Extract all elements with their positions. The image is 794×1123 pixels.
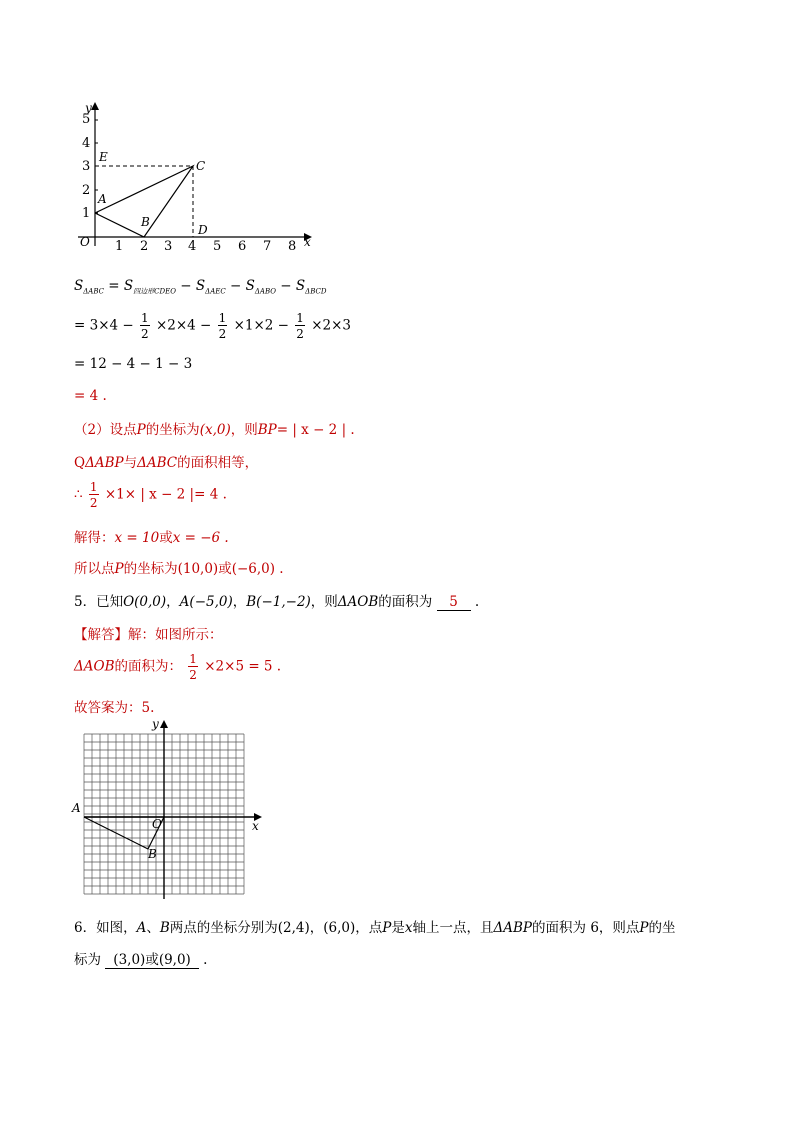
figure1-y-tick: 2 bbox=[82, 183, 91, 198]
figure1-point-b: B bbox=[141, 215, 150, 229]
question-6-line-2: 标为 (3,0)或(9,0) . bbox=[74, 948, 207, 969]
figure1-point-a: A bbox=[98, 192, 107, 206]
figure1-point-d: D bbox=[198, 223, 208, 237]
figure1-y-tick: 4 bbox=[82, 136, 91, 151]
area-formula-line-3: = 12 − 4 − 1 − 3 bbox=[74, 356, 193, 372]
part2-line-4: 解得：x = 10或x = −6 . bbox=[74, 530, 229, 546]
question-5: 5．已知O(0,0)，A(−5,0)，B(−1,−2)，则ΔAOB的面积为 5 . bbox=[74, 594, 480, 610]
part2-line-5: 所以点P的坐标为(10,0)或(−6,0) . bbox=[74, 561, 284, 577]
figure1-y-tick: 1 bbox=[82, 206, 91, 221]
figure1-x-tick: 2 bbox=[140, 239, 149, 253]
figure1-origin-label: O bbox=[80, 235, 90, 249]
q5-solution-line-1: 【解答】解：如图所示： bbox=[74, 627, 223, 643]
figure2-point-b: B bbox=[148, 847, 157, 861]
solution-tag: 【解答】 bbox=[74, 627, 128, 643]
figure1-x-tick: 7 bbox=[263, 239, 272, 253]
figure1-y-tick: 5 bbox=[82, 112, 91, 127]
figure2-y-arrow bbox=[160, 720, 168, 728]
figure2-x-label: x bbox=[252, 819, 259, 833]
figure1-point-c: C bbox=[196, 159, 206, 173]
part2-line-1: （2）设点P的坐标为(x,0)，则BP= | x − 2 | . bbox=[74, 422, 355, 438]
figure1-x-tick: 6 bbox=[238, 239, 247, 253]
area-formula-line-2: = 3×4 − $\frac{1}{2}$ ×2×4 − $\frac{1}{2}$ ×1×2 − $\frac{1}{2}$ ×2×3 bbox=[74, 311, 352, 341]
area-formula-line-4: = 4 . bbox=[74, 388, 107, 404]
figure1-x-tick: 5 bbox=[213, 239, 222, 253]
q5-answer-line: 故答案为：5. bbox=[74, 700, 155, 716]
figure1-x-tick: 8 bbox=[288, 239, 297, 253]
q6-answer-blank: (3,0)或(9,0) bbox=[105, 948, 199, 969]
figure1-x-label: x bbox=[304, 235, 311, 249]
part2-line-2: QΔABP与ΔABC的面积相等， bbox=[74, 455, 259, 471]
figure2-origin-label: O bbox=[152, 817, 162, 831]
figure1-x-tick: 3 bbox=[164, 239, 173, 253]
area-formula-line-1: $S_{\Delta ABC} = S_{四边形CDEO} - S_{\Delta AEC} - S_{\Delta ABO} - S_{\Delta BCD}$ bbox=[74, 278, 327, 296]
question-6-line-1: 6．如图，A、B两点的坐标分别为(2,4)，(6,0)，点P是x轴上一点，且ΔABP的面积为 6，则点P的坐 bbox=[74, 920, 676, 936]
q5-solution-line-2: ΔAOB的面积为： $\frac{1}{2}$ ×2×5 = 5 . bbox=[74, 652, 282, 682]
figure2-y-label: y bbox=[152, 717, 159, 731]
figure-2-grid-plot bbox=[68, 716, 268, 900]
figure1-y-arrow bbox=[91, 102, 99, 110]
part2-line-3: ∴ $\frac{1}{2}$ ×1× | x − 2 |= 4 . bbox=[74, 480, 227, 510]
figure2-point-a: A bbox=[72, 801, 81, 815]
figure1-x-tick: 4 bbox=[188, 239, 197, 253]
figure1-y-label: y bbox=[85, 101, 92, 115]
figure1-x-tick: 1 bbox=[115, 239, 124, 253]
figure-1-coordinate-plot bbox=[70, 98, 320, 253]
figure1-y-tick: 3 bbox=[82, 159, 91, 174]
q5-answer-blank: 5 bbox=[437, 594, 471, 611]
figure1-point-e: E bbox=[99, 150, 108, 164]
